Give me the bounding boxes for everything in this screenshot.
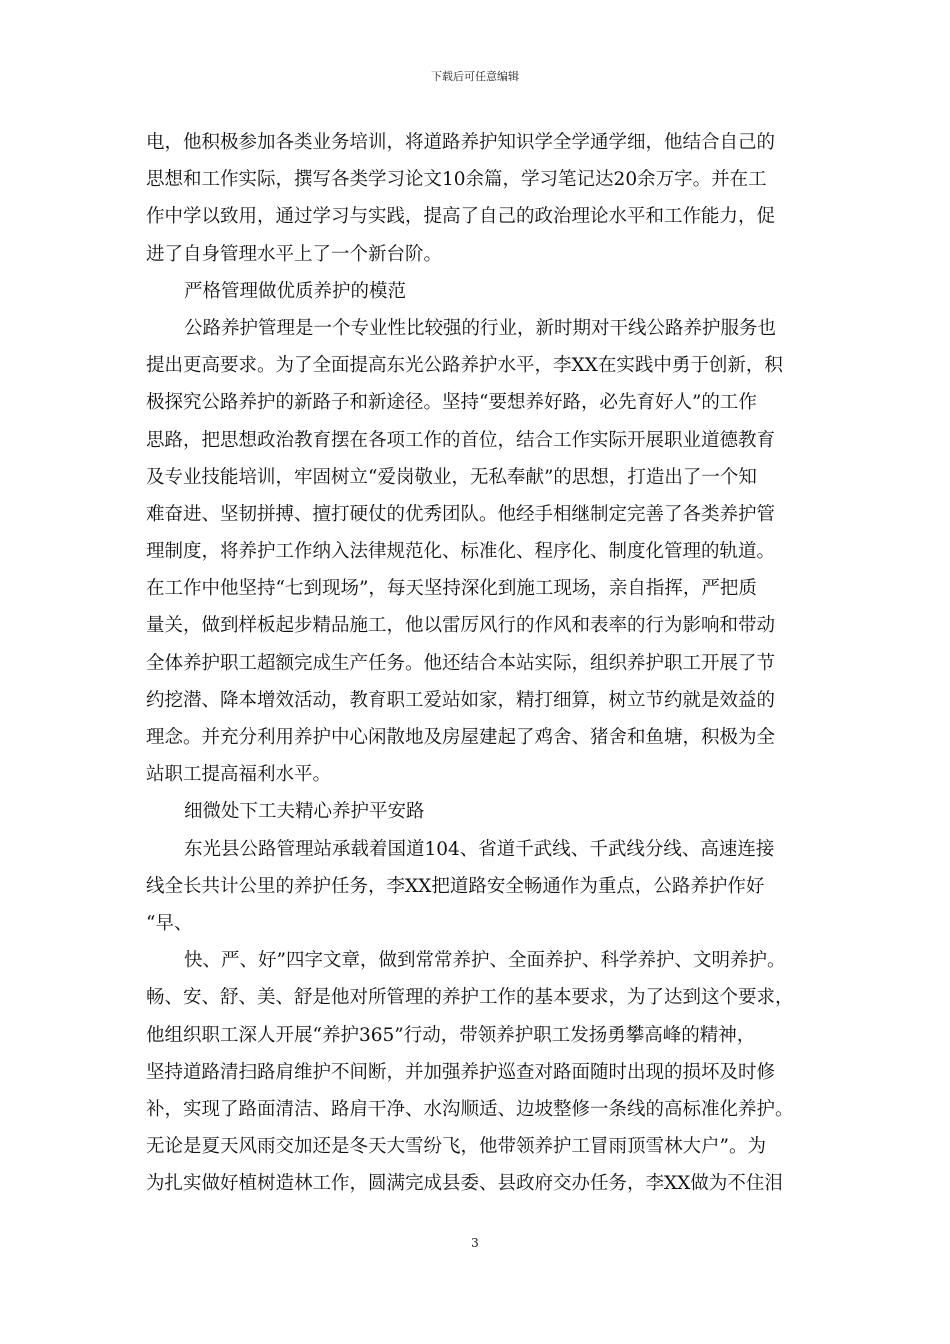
text-line: 快、严、好”四字文章，做到常常养护、全面养护、科学养护、文明养护。: [184, 950, 786, 972]
text-line: 线全长共计公里的养护任务，李XX把道路安全畅通作为重点，公路养护作好: [146, 875, 765, 897]
text-line: 思想和工作实际，撰写各类学习论文10余篇，学习笔记达20余万字。并在工: [146, 169, 767, 191]
text-line: 他组织职工深人开展“养护365”行动，带领养护职工发扬勇攀高峰的精神，: [146, 1024, 756, 1046]
body-text: [146, 124, 810, 1202]
text-line: 坚持道路清扫路肩维护不间断，并加强养护巡查对路面随时出现的损坏及时修: [146, 1061, 776, 1083]
text-line: 站职工提高福利水平。: [146, 764, 332, 786]
text-line: 进了自身管理水平上了一个新台阶。: [146, 243, 443, 265]
text-line: 电，他积极参加各类业务培训，将道路养护知识学全学通学细，他结合自己的: [146, 132, 776, 153]
text-line: 公路养护管理是一个专业性比较强的行业，新时期对干线公路养护服务也: [184, 317, 777, 339]
text-line: 补，实现了路面清洁、路肩干净、水沟顺适、边坡整修一条线的高标准化养护。: [146, 1098, 794, 1120]
text-line: 极探究公路养护的新路子和新途径。坚持“要想养好路，必先育好人”的工作: [146, 392, 757, 414]
text-line: 提出更高要求。为了全面提高东光公路养护水平，李XX在实践中勇于创新，积: [146, 355, 783, 377]
text-line: 约挖潜、降本增效活动，教育职工爱站如家，精打细算，树立节约就是效益的: [146, 689, 776, 711]
page-number: 3: [471, 1236, 479, 1250]
text-line: 无论是夏天风雨交加还是冬天大雪纷飞，他带领养护工冒雨顶雪林大户”。为: [146, 1136, 766, 1158]
text-line: 在工作中他坚持“七到现场”，每天坚持深化到施工现场，亲自指挥，严把质: [146, 578, 757, 600]
text-line: “早、: [146, 912, 193, 934]
text-line: 作中学以致用，通过学习与实践，提高了自己的政治理论水平和工作能力，促: [146, 206, 776, 228]
text-line: 量关，做到样板起步精品施工，他以雷厉风行的作风和表率的行为影响和带动: [146, 615, 776, 637]
text-line: 细微处下工夫精心养护平安路: [184, 801, 425, 823]
text-line: 全体养护职工超额完成生产任务。他还结合本站实际，组织养护职工开展了节: [146, 652, 776, 674]
text-line: 为扎实做好植树造林工作，圆满完成县委、县政府交办任务，李XX做为不住泪: [146, 1173, 783, 1195]
text-line: 理制度，将养护工作纳入法律规范化、标准化、程序化、制度化管理的轨道。: [146, 541, 776, 563]
text-line: 畅、安、舒、美、舒是他对所管理的养护工作的基本要求，为了达到这个要求，: [146, 987, 794, 1009]
text-line: 难奋进、坚韧拼搏、擅打硬仗的优秀团队。他经手相继制定完善了各类养护管: [146, 503, 776, 525]
text-line: 东光县公路管理站承载着国道104、省道千武线、千武线分线、高速连接: [184, 838, 775, 860]
text-line: 思路，把思想政治教育摆在各项工作的首位，结合工作实际开展职业道德教育: [146, 429, 776, 451]
text-line: 及专业技能培训，牢固树立“爱岗敬业，无私奉献”的思想，打造出了一个知: [146, 466, 757, 488]
text-line: 严格管理做优质养护的模范: [184, 280, 407, 302]
text-line: 理念。并充分利用养护中心闲散地及房屋建起了鸡舍、猪舍和鱼塘，积极为全: [146, 727, 776, 748]
page-header: 下载后可任意编辑: [431, 70, 519, 83]
